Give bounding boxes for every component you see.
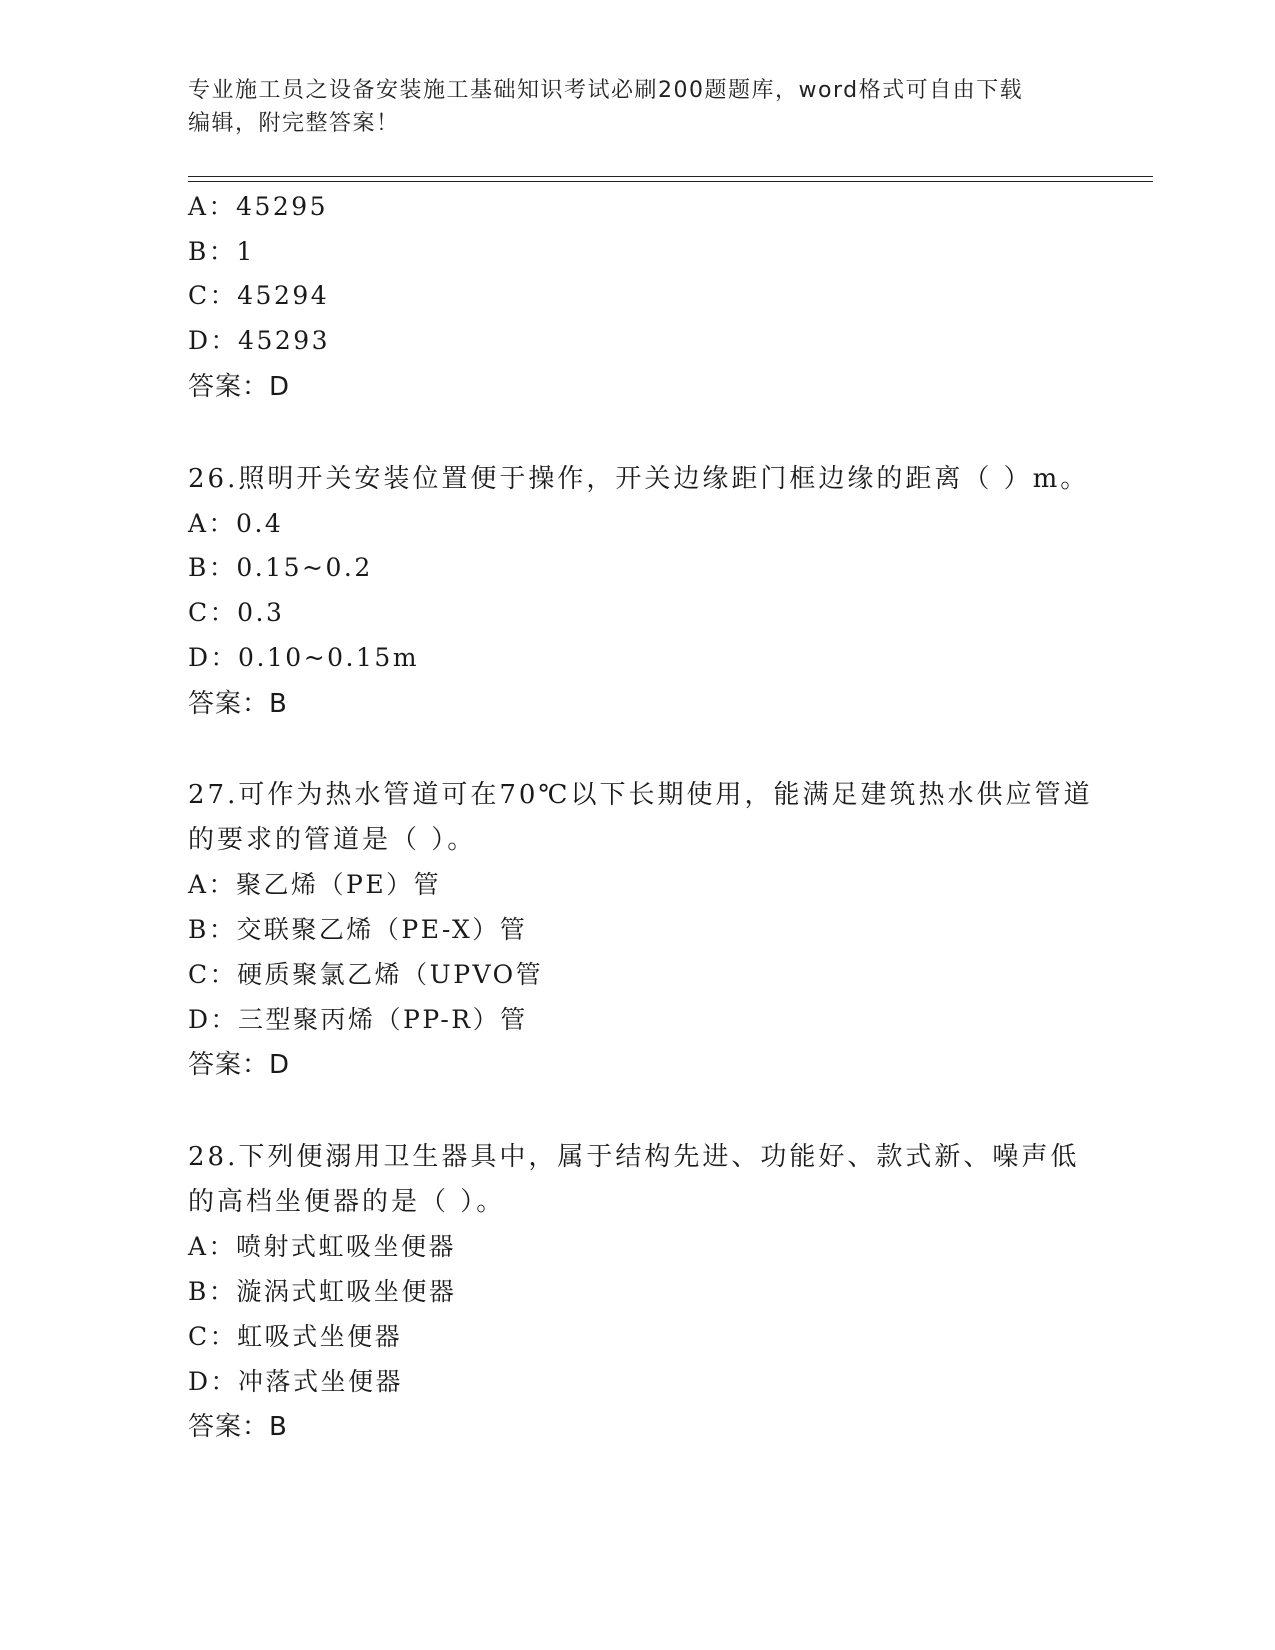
header-divider-top xyxy=(188,176,1153,177)
q27-option-c: C：硬质聚氯乙烯（UPVO管 xyxy=(188,960,544,989)
q25-option-d: D：45293 xyxy=(188,326,331,355)
q27-stem-line-2: 的要求的管道是（ ）。 xyxy=(188,825,477,855)
q27-answer: 答案：D xyxy=(188,1050,291,1080)
q25-option-b: B：1 xyxy=(188,237,255,266)
q28-option-a: A：喷射式虹吸坐便器 xyxy=(188,1232,457,1261)
q26-option-b: B：0.15~0.2 xyxy=(188,553,373,582)
q26-option-d: D：0.10~0.15m xyxy=(188,643,420,672)
q25-option-a: A：45295 xyxy=(188,192,329,221)
q27-option-b: B：交联聚乙烯（PE-X）管 xyxy=(188,915,528,944)
q28-answer: 答案：B xyxy=(188,1412,288,1442)
header-divider-bottom xyxy=(188,181,1153,182)
q28-option-c: C：虹吸式坐便器 xyxy=(188,1322,403,1351)
q25-answer: 答案：D xyxy=(188,372,291,402)
q27-option-a: A：聚乙烯（PE）管 xyxy=(188,870,442,899)
q27-option-d: D：三型聚丙烯（PP-R）管 xyxy=(188,1005,528,1034)
q25-option-c: C：45294 xyxy=(188,281,330,310)
q26-option-c: C：0.3 xyxy=(188,598,285,627)
header-line-2: 编辑，附完整答案！ xyxy=(188,111,400,136)
q28-option-b: B：漩涡式虹吸坐便器 xyxy=(188,1277,457,1306)
q26-answer: 答案：B xyxy=(188,689,288,719)
q28-option-d: D：冲落式坐便器 xyxy=(188,1367,404,1396)
header-line-1: 专业施工员之设备安装施工基础知识考试必刷200题题库，word格式可自由下载 xyxy=(188,78,1024,103)
q28-stem-line-1: 28.下列便溺用卫生器具中，属于结构先进、功能好、款式新、噪声低 xyxy=(188,1142,1080,1172)
q28-stem-line-2: 的高档坐便器的是（ ）。 xyxy=(188,1187,506,1217)
q27-stem-line-1: 27.可作为热水管道可在70℃以下长期使用，能满足建筑热水供应管道 xyxy=(188,780,1093,810)
q26-option-a: A：0.4 xyxy=(188,509,284,538)
q26-stem: 26.照明开关安装位置便于操作，开关边缘距门框边缘的距离（ ）m。 xyxy=(188,464,1090,494)
document-header xyxy=(188,74,1088,140)
